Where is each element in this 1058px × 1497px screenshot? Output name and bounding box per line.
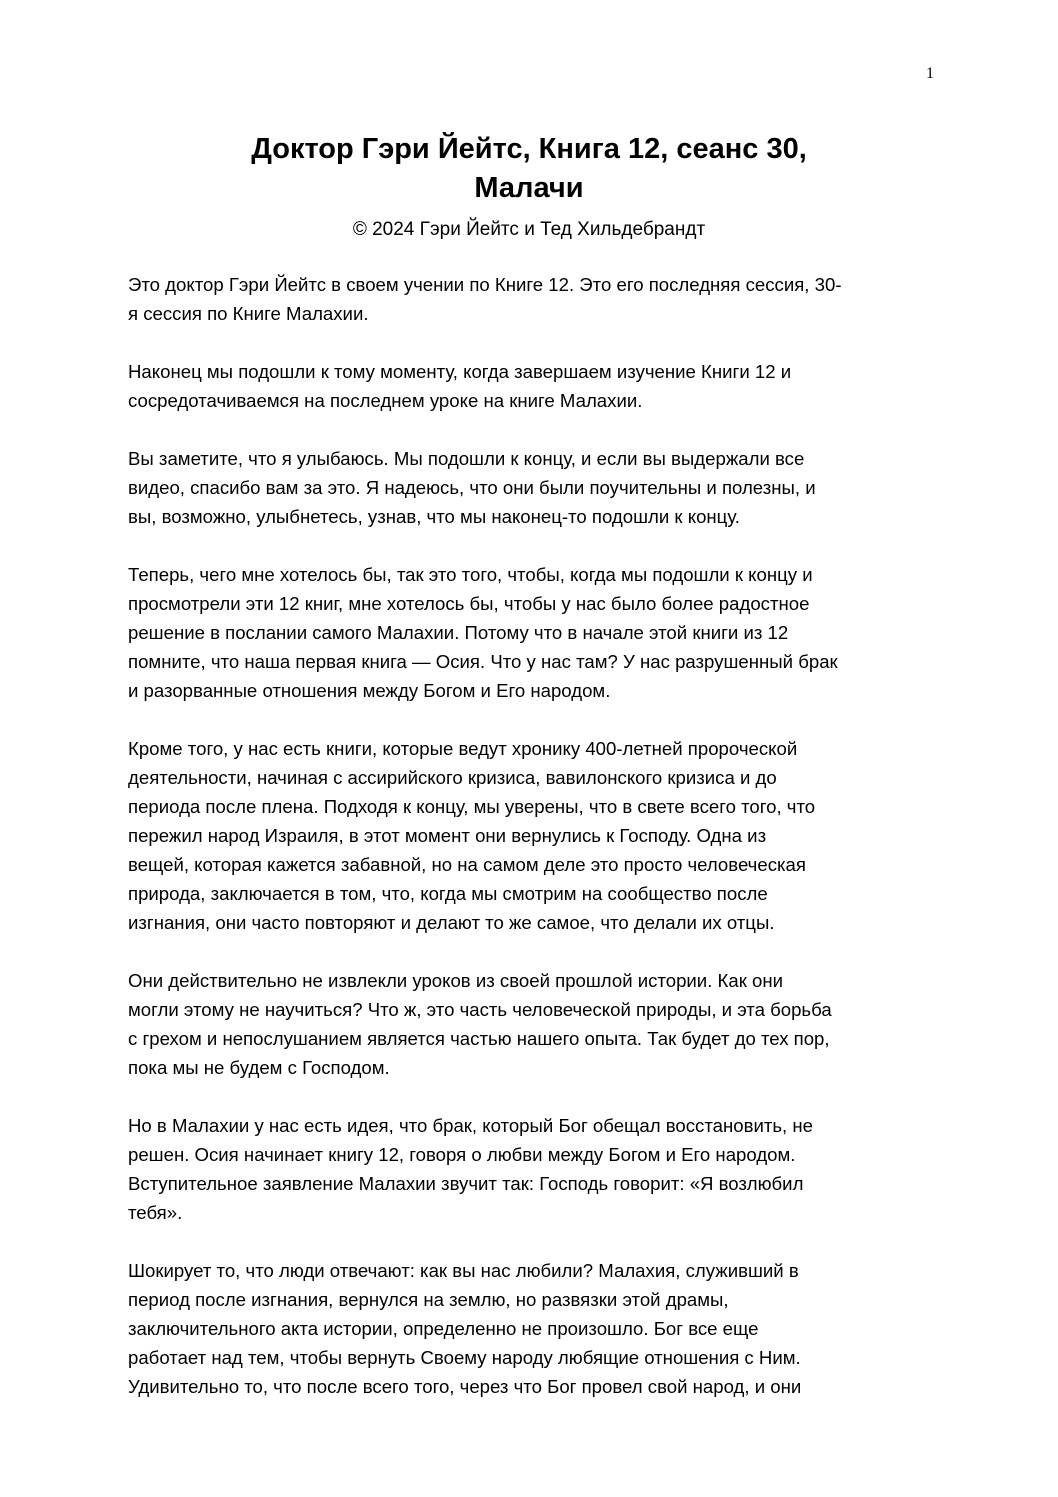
paragraph-line: сосредотачиваемся на последнем уроке на книге Малахии. — [128, 390, 643, 411]
title-line-1: Доктор Гэри Йейтс, Книга 12, сеанс 30, — [251, 133, 807, 165]
copyright-line: © 2024 Гэри Йейтс и Тед Хильдебрандт — [352, 219, 706, 240]
paragraph — [128, 966, 930, 1082]
document-body — [128, 270, 930, 1430]
paragraph-line: пережил народ Израиля, в этот момент они вернулись к Господу. Одна из — [128, 825, 767, 846]
paragraph-line: пока мы не будем с Господом. — [128, 1057, 390, 1078]
paragraph-line: периода после плена. Подходя к концу, мы уверены, что в свете всего того, что — [128, 796, 816, 817]
paragraph-line: Наконец мы подошли к тому моменту, когда завершаем изучение Книги 12 и — [128, 361, 792, 382]
paragraph — [128, 357, 930, 415]
paragraph — [128, 560, 930, 705]
paragraph-line: Шокирует то, что люди отвечают: как вы нас любили? Малахия, служивший в — [128, 1260, 799, 1281]
paragraph-line: могли этому не научиться? Что ж, это часть человеческой природы, и эта борьба — [128, 999, 832, 1020]
paragraph — [128, 270, 930, 328]
paragraph — [128, 1111, 930, 1227]
paragraph-line: помните, что наша первая книга — Осия. Что у нас там? У нас разрушенный брак — [128, 651, 838, 672]
paragraph-line: Но в Малахии у нас есть идея, что брак, который Бог обещал восстановить, не — [128, 1115, 813, 1136]
paragraph-line: вещей, которая кажется забавной, но на самом деле это просто человеческая — [128, 854, 806, 875]
document-title — [128, 130, 930, 208]
paragraph — [128, 1256, 930, 1401]
paragraph-line: Кроме того, у нас есть книги, которые ведут хронику 400-летней пророческой — [128, 738, 798, 759]
paragraph — [128, 444, 930, 531]
paragraph-line: Вы заметите, что я улыбаюсь. Мы подошли к концу, и если вы выдержали все — [128, 448, 805, 469]
title-line-2: Малачи — [474, 172, 584, 204]
paragraph-line: Они действительно не извлекли уроков из своей прошлой истории. Как они — [128, 970, 783, 991]
paragraph-line: деятельности, начиная с ассирийского кризиса, вавилонского кризиса и до — [128, 767, 777, 788]
paragraph-line: тебя». — [128, 1202, 183, 1223]
paragraph-line: Теперь, чего мне хотелось бы, так это того, чтобы, когда мы подошли к концу и — [128, 564, 813, 585]
paragraph-line: природа, заключается в том, что, когда мы смотрим на сообщество после — [128, 883, 768, 904]
paragraph-line: Вступительное заявление Малахии звучит так: Господь говорит: «Я возлюбил — [128, 1173, 804, 1194]
paragraph-line: просмотрели эти 12 книг, мне хотелось бы, чтобы у нас было более радостное — [128, 593, 810, 614]
paragraph-line: заключительного акта истории, определенно не произошло. Бог все еще — [128, 1318, 759, 1339]
page-number: 1 — [926, 65, 934, 82]
paragraph-line: Удивительно то, что после всего того, через что Бог провел свой народ, и они — [128, 1376, 802, 1397]
paragraph-line: период после изгнания, вернулся на землю, но развязки этой драмы, — [128, 1289, 729, 1310]
paragraph-line: решен. Осия начинает книгу 12, говоря о любви между Богом и Его народом. — [128, 1144, 796, 1165]
paragraph-line: с грехом и непослушанием является частью нашего опыта. Так будет до тех пор, — [128, 1028, 830, 1049]
paragraph-line: Это доктор Гэри Йейтс в своем учении по Книге 12. Это его последняя сессия, 30- — [128, 274, 842, 295]
paragraph — [128, 734, 930, 937]
paragraph-line: видео, спасибо вам за это. Я надеюсь, что они были поучительны и полезны, и — [128, 477, 816, 498]
paragraph-line: изгнания, они часто повторяют и делают то же самое, что делали их отцы. — [128, 912, 775, 933]
paragraph-line: решение в послании самого Малахии. Потому что в начале этой книги из 12 — [128, 622, 789, 643]
paragraph-line: я сессия по Книге Малахии. — [128, 303, 369, 324]
paragraph-line: вы, возможно, улыбнетесь, узнав, что мы наконец-то подошли к концу. — [128, 506, 740, 527]
paragraph-line: работает над тем, чтобы вернуть Своему народу любящие отношения с Ним. — [128, 1347, 801, 1368]
paragraph-line: и разорванные отношения между Богом и Его народом. — [128, 680, 611, 701]
